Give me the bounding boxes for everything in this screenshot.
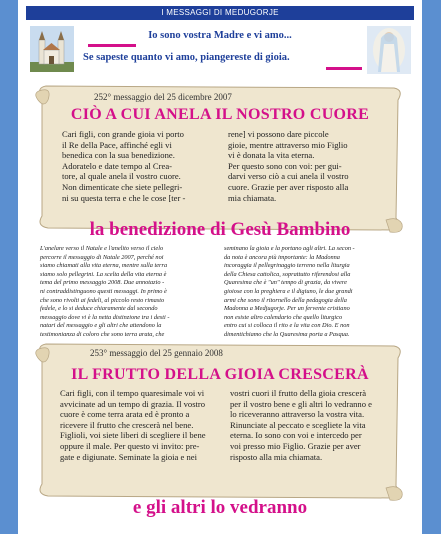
text-line: oppure il male. Per questo vi invito: pre- <box>60 440 200 451</box>
text-line: avvicinate ad un tempo di grazia. Il vostro <box>60 398 206 409</box>
text-line: ni contraddistinguono questi messaggi. In primo è <box>40 287 167 295</box>
text-line: cuore è come terra arata ed è pronto a <box>60 409 190 420</box>
message-2-left-column <box>60 388 222 462</box>
text-line: gate e digiunate. Seminate la gioia e nei <box>60 451 197 462</box>
message-2-right-column <box>230 388 384 462</box>
text-line: siamo chiamati alla vita eterna, mentre sulla terra <box>40 262 168 270</box>
text-line: che sono rivolti ai fedeli, al piccolo resto rimasto <box>40 296 165 304</box>
text-line: cuore. Grazie per aver risposto alla <box>228 181 349 192</box>
intro-line-1: Io sono vostra Madre e vi amo... <box>148 30 292 41</box>
accent-bar-2 <box>326 67 362 70</box>
text-line: tema del primo messaggio 2008. Due annotazio - <box>40 279 165 287</box>
caption-1: la benedizione di Gesù Bambino <box>89 219 351 240</box>
text-line: Cari figli, con il tempo quaresimale voi vi <box>60 388 205 398</box>
message-1-title: CIÒ A CUI ANELA IL NOSTRO CUORE <box>70 106 370 123</box>
commentary-right-column <box>224 245 400 340</box>
message-1-number: 252° messaggio del 25 dicembre 2007 <box>94 92 232 102</box>
text-line: percorre il messaggio di Natale 2007, perché noi <box>40 253 164 261</box>
page-header: I MESSAGGI DI MEDUGORJE <box>26 6 414 20</box>
text-line: per il vostro bene e gli altri lo vedranno e <box>230 398 372 409</box>
text-line: della Chiesa cattolica, soprattutto riferendosi alla <box>224 270 351 278</box>
message-2-title: IL FRUTTO DELLA GIOIA CRESCERÀ <box>71 366 369 383</box>
commentary-left-column <box>40 245 214 340</box>
intro-line-2: Se sapeste quanto vi amo, piangereste di gioia. <box>83 52 290 63</box>
text-line: Non dimenticate che siete pellegri- <box>62 181 183 192</box>
text-line: seminano la gioia e la portano agli altri. La secon - <box>224 245 355 252</box>
text-line: non esiste altro calendario che quello liturgico <box>224 313 343 321</box>
text-line: Figlioli, voi siete liberi di scegliere il bene <box>60 430 206 441</box>
text-line: rene] vi possono dare piccole <box>228 129 329 139</box>
text-line: siamo solo pellegrini. La scelta della vita eterna è <box>40 270 167 278</box>
church-icon <box>30 26 74 72</box>
text-line: Per questo sono con voi: per gui- <box>228 160 342 171</box>
text-line: tore, al quale anela il vostro cuore. <box>62 171 181 182</box>
text-line: gioie, mentre attraverso mio Figlio <box>228 139 348 150</box>
text-line: Rinunciate al peccato e scegliete la vita <box>230 419 366 430</box>
text-line: Cari figli, con grande gioia vi porto <box>62 129 184 139</box>
text-line: Adoratelo e date tempo al Crea- <box>62 160 172 171</box>
text-line: Quaresima che è "un" tempo di grazia, da vivere <box>224 279 347 287</box>
message-1-scroll <box>34 82 406 234</box>
caption-2: e gli altri lo vedranno <box>132 497 308 518</box>
text-line: testimonianza di coloro che sono terra arata, che <box>40 330 165 338</box>
text-line: messaggio dove vi è la netta distinzione tra i desti - <box>40 313 170 321</box>
text-line: ni su questa terra e che le cose [ter - <box>62 192 186 203</box>
text-line: risposto alla mia chiamata. <box>230 451 323 462</box>
text-line: fedele, e lo si deduce chiaramente dal secondo <box>40 305 158 313</box>
text-line: gioiose con la preghiera e il digiuno, le due grandi <box>224 287 353 295</box>
text-line: dimentichiamo che la Quaresima porta a Pasqua. <box>224 330 350 338</box>
message-2-number: 253° messaggio del 25 gennaio 2008 <box>90 348 223 358</box>
text-line: benedica con la sua benedizione. <box>62 150 175 161</box>
text-line: eterna. Io sono con voi e intercedo per <box>230 430 362 441</box>
accent-bar-1 <box>88 44 136 47</box>
madonna-icon <box>367 26 411 74</box>
message-2-scroll <box>34 340 406 502</box>
message-1-right-column <box>228 129 380 203</box>
text-line: ricevere il frutto che crescerà nel bene. <box>60 419 194 430</box>
text-line: incoraggia il pellegrinaggio terreno nella liturgia <box>224 262 350 270</box>
text-line: voi presso mio Figlio. Grazie per aver <box>230 440 361 451</box>
text-line: il Re della Pace, affinché egli vi <box>62 139 172 150</box>
text-line: lo riceveranno attraverso la vostra vita. <box>230 409 365 420</box>
message-1-left-column <box>62 129 220 203</box>
text-line: da nota è ancora più importante: la Madonna <box>224 253 340 261</box>
text-line: vostri cuori il frutto della gioia crescerà <box>230 388 367 398</box>
text-line: darvi verso ciò a cui anela il vostro <box>228 171 349 182</box>
text-line: armi che sono il ritornello della pedagogia della <box>224 296 347 304</box>
page <box>18 0 422 534</box>
text-line: vi è donata la vita eterna. <box>228 150 315 161</box>
text-line: L'anelare verso il Natale e l'anelito verso il cielo <box>40 245 164 252</box>
text-line: mia chiamata. <box>228 192 277 203</box>
text-line: Madonna a Medjugorje. Per un fervente cristiano <box>224 305 350 313</box>
text-line: natari del messaggio e gli altri che attendono la <box>40 322 162 330</box>
text-line: entro cui si colloca il rito e la vita con Dio. E non <box>224 322 350 330</box>
